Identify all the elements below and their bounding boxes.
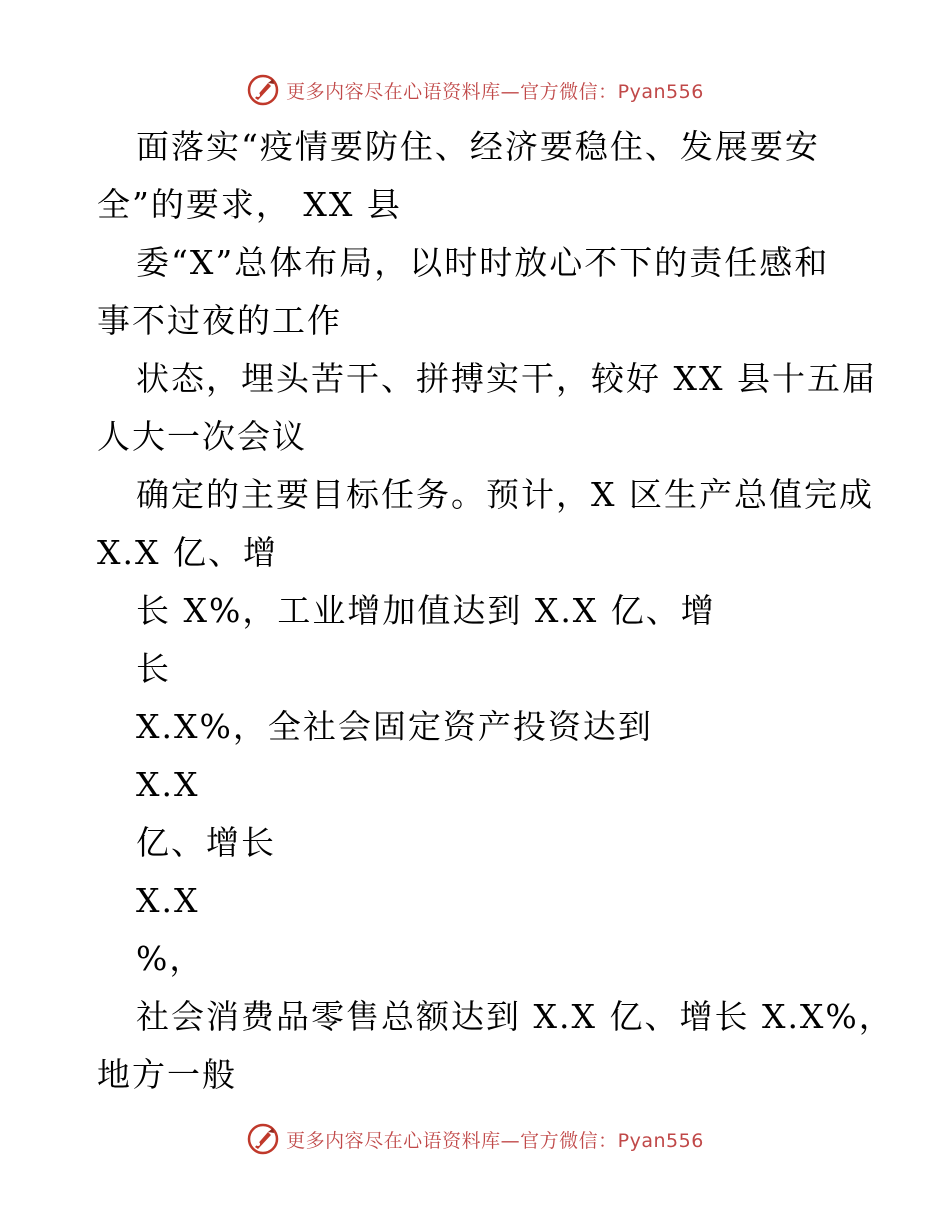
body-text-line: 长 X%，工业增加值达到 X.X 亿、增	[136, 591, 716, 630]
body-text-line: 事不过夜的工作	[97, 301, 342, 340]
body-text-line: 长	[136, 649, 171, 688]
body-text-line: 确定的主要目标任务。预计，X 区生产总值完成	[136, 475, 874, 514]
body-text-line: 社会消费品零售总额达到 X.X 亿、增长 X.X%，	[136, 997, 894, 1036]
body-text-line: 状态，埋头苦干、拼搏实干，较好 XX 县十五届	[136, 359, 877, 398]
body-text-line: X.X	[136, 765, 200, 804]
body-text-line: 地方一般	[97, 1055, 237, 1094]
footer-banner	[0, 1119, 950, 1159]
document-body	[97, 118, 894, 1104]
quill-pen-logo-icon	[246, 73, 280, 107]
body-text-line: 亿、增长	[136, 823, 276, 862]
body-text-line: 全”的要求， XX 县	[97, 185, 402, 224]
body-text-line: X.X%，全社会固定资产投资达到	[136, 707, 653, 746]
body-text-line: 面落实“疫情要防住、经济要稳住、发展要安	[136, 127, 820, 166]
header-banner-text: 更多内容尽在心语资料库—官方微信：Pyan556	[286, 80, 704, 103]
footer-banner-text: 更多内容尽在心语资料库—官方微信：Pyan556	[286, 1129, 704, 1152]
body-text-line: %，	[136, 939, 205, 978]
body-text-line: 委“X”总体布局，以时时放心不下的责任感和	[136, 243, 830, 282]
quill-pen-logo-icon	[246, 1122, 280, 1156]
body-text-line: X.X 亿、增	[97, 533, 278, 572]
body-text-line: 人大一次会议	[97, 417, 307, 456]
header-banner	[0, 70, 950, 110]
body-text-line: X.X	[136, 881, 200, 920]
